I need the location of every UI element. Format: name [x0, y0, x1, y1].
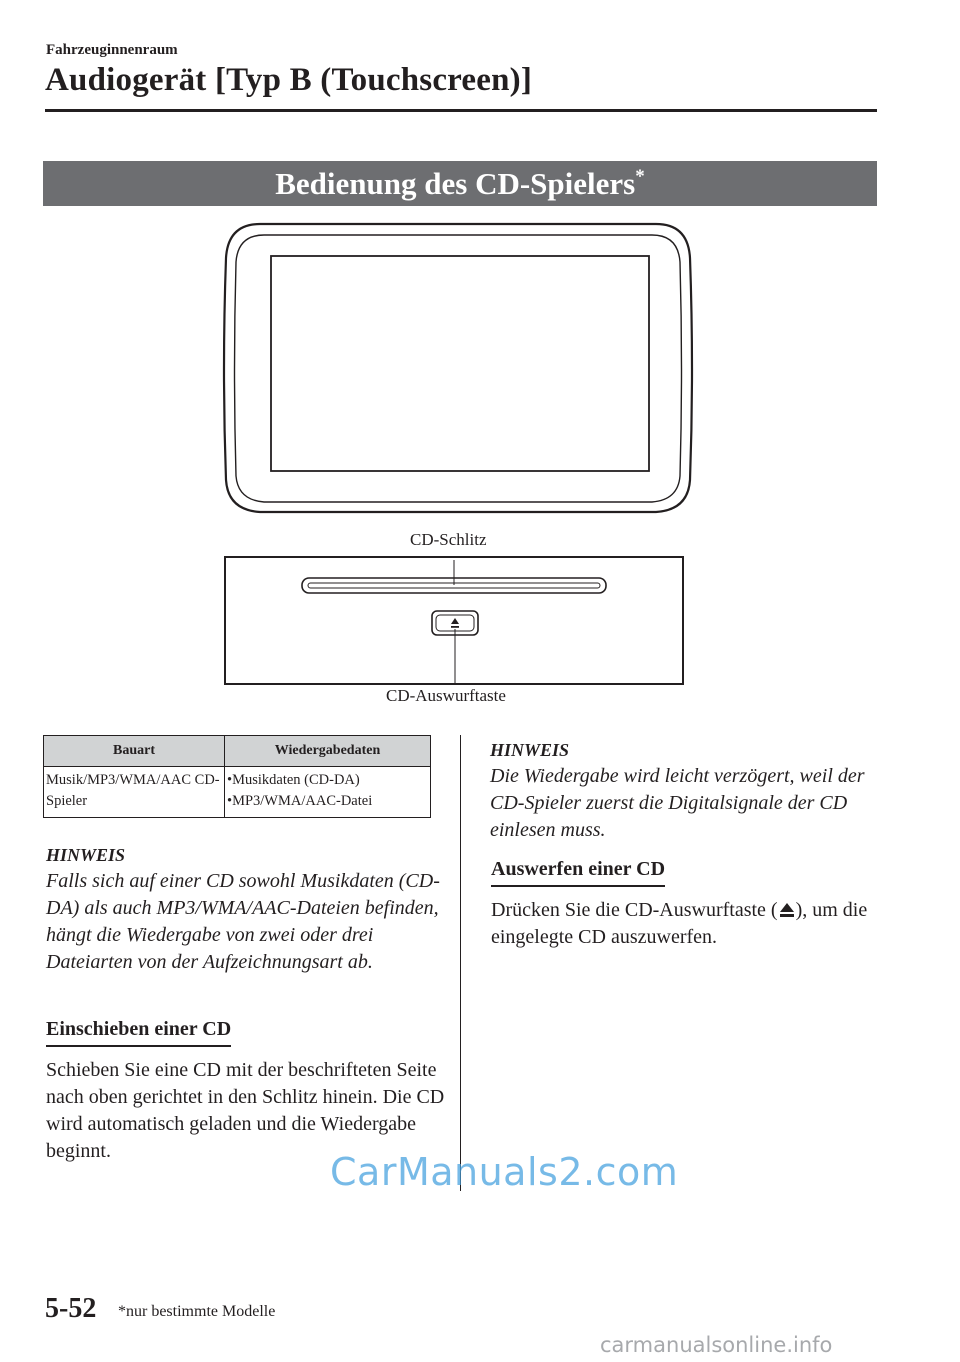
eject-heading: Auswerfen einer CD: [491, 856, 665, 887]
note-left-text: Falls sich auf einer CD sowohl Musikdaten (CD-DA) als auch MP3/WMA/AAC-Dateien befinden, hängt die Wiedergabe von zwei oder drei Dateiarten von der Aufzeichnungsart ab.: [46, 870, 440, 973]
table-header-data: Wiedergabedaten: [225, 736, 431, 767]
insert-text: Schieben Sie eine CD mit der beschrifteten Seite nach oben gerichtet in den Schlitz hinein. Die CD wird automatisch geladen und die Wiedergabe beginnt.: [46, 1059, 445, 1162]
eject-text: [491, 897, 886, 951]
eject-text-after: ), um die eingelegte CD auszuwerfen.: [491, 899, 868, 948]
column-divider: [460, 735, 461, 1191]
watermark-carmanuals2: CarManuals2.com: [330, 1150, 679, 1194]
note-left: [46, 845, 446, 976]
eject-text-before: Drücken Sie die CD-Auswurftaste (: [491, 899, 778, 921]
table-row: [44, 767, 431, 818]
page-number: 5-52: [45, 1293, 97, 1324]
cd-slot-label: CD-Schlitz: [410, 530, 487, 549]
banner-asterisk: *: [635, 166, 645, 187]
table-cell-data-line: •Musikdaten (CD-DA): [227, 772, 360, 788]
cd-unit-illustration: [222, 555, 686, 687]
eject-icon: [778, 902, 796, 918]
table-cell-data-line: •MP3/WMA/AAC-Datei: [227, 793, 373, 809]
eject-heading-wrap: [491, 856, 665, 887]
table-header-type: Bauart: [44, 736, 225, 767]
footnote: *nur bestimmte Modelle: [118, 1303, 276, 1320]
note-right: [490, 740, 890, 844]
table-cell-data: [225, 767, 431, 818]
section-banner: [43, 161, 877, 206]
display-illustration: [220, 220, 696, 518]
banner-title: Bedienung des CD-Spielers: [275, 166, 636, 201]
eject-button-label: CD-Auswurftaste: [386, 686, 506, 705]
note-right-text: Die Wiedergabe wird leicht verzögert, weil der CD-Spieler zuerst die Digitalsignale der CD einlesen muss.: [490, 765, 865, 841]
insert-heading: Einschieben einer CD: [46, 1016, 231, 1047]
playback-table: [43, 735, 431, 818]
table-cell-type: Musik/MP3/WMA/AAC CD-Spieler: [44, 767, 225, 818]
page-title: Audiogerät [Typ B (Touchscreen)]: [45, 62, 533, 98]
section-label: Fahrzeuginnenraum: [46, 42, 178, 58]
note-right-heading: HINWEIS: [490, 740, 570, 760]
note-left-heading: HINWEIS: [46, 845, 126, 865]
watermark-carmanualsonline: carmanualsonline.info: [600, 1333, 833, 1357]
title-rule: [45, 109, 877, 112]
table-header-row: [44, 736, 431, 767]
insert-heading-wrap: [46, 1016, 231, 1047]
